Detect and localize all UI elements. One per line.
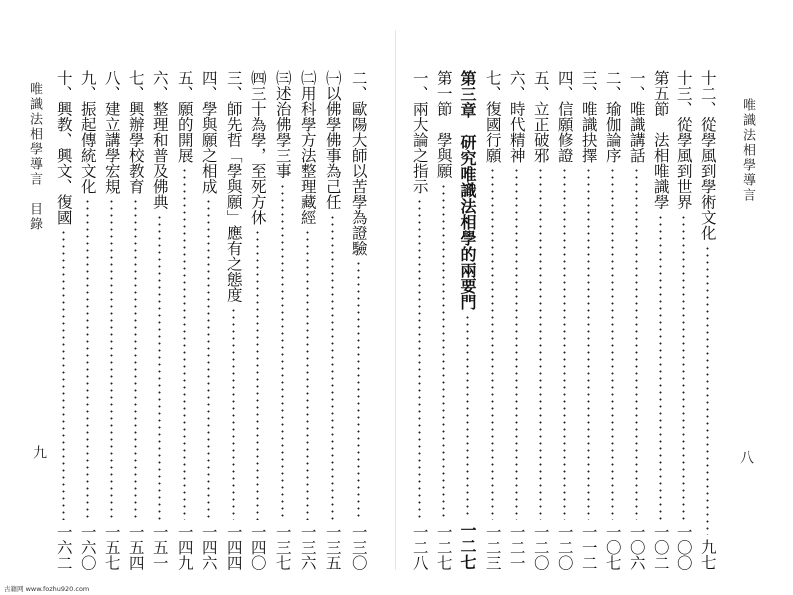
leader-dots (659, 214, 662, 520)
leader-dots (232, 307, 235, 520)
leader-dots (357, 260, 360, 520)
leader-dots (281, 183, 284, 520)
toc-entry (507, 70, 525, 570)
toc-entry-title: 二、瑜伽論序 (603, 70, 622, 163)
leader-dots (563, 167, 566, 520)
toc-entry-page: 一二一 (507, 523, 526, 570)
toc-entry-page: 一二七 (458, 522, 477, 570)
toc-entry (273, 70, 291, 570)
toc-entry-page: 一五一 (150, 523, 169, 570)
toc-entry-title: 七、復國行願 (483, 70, 502, 163)
left-page (0, 0, 396, 595)
leader-dots (110, 198, 113, 520)
toc-entry-page: 一二七 (434, 523, 453, 570)
toc-entry (150, 70, 168, 570)
right-page-number: 八 (738, 450, 754, 464)
toc-entry-page: 一一二 (579, 523, 598, 570)
leader-dots (183, 167, 186, 520)
leader-dots (256, 229, 259, 520)
toc-entry (323, 70, 341, 570)
toc-entry-page: 一六二 (54, 523, 73, 570)
toc-entry-page: 一〇〇 (674, 523, 693, 570)
toc-entry-title: 五、願的開展 (175, 70, 194, 163)
toc-entry-title: 第五節 法相唯識學 (651, 70, 670, 210)
toc-entry (349, 70, 367, 570)
toc-entry-page: 一三五 (323, 523, 342, 570)
toc-entry-page: 一〇六 (627, 523, 646, 570)
leader-dots (158, 214, 161, 520)
toc-entry-title: 十三、從學風到世界 (674, 70, 693, 210)
toc-entry-title: 四、信願修證 (555, 70, 574, 163)
left-page-header: 唯識法相學導言 目錄 (27, 82, 42, 232)
leader-dots (515, 167, 518, 520)
toc-entry (531, 70, 549, 570)
toc-entry-title: 十、興教、興文、復國 (54, 70, 73, 225)
toc-entry-title: ㈣三十為學，至死方休 (248, 70, 267, 225)
leader-dots (418, 198, 421, 520)
leader-dots (611, 167, 614, 520)
leader-dots (86, 198, 89, 520)
toc-entry-page: 一四六 (199, 523, 218, 570)
toc-entry (175, 70, 193, 570)
toc-entry-title: 三、師先哲「學與願」應有之態度 (224, 70, 243, 303)
toc-entry-page: 一二〇 (555, 523, 574, 570)
leader-dots (635, 167, 638, 520)
toc-entry (651, 70, 669, 570)
toc-entry (224, 70, 242, 570)
toc-entry-title: 八、建立講學宏規 (102, 70, 121, 194)
toc-entry-page: 一二三 (483, 523, 502, 570)
toc-entry (579, 70, 597, 570)
toc-entry-title: 六、整理和普及佛典 (150, 70, 169, 210)
toc-entry-page: 一二〇 (531, 523, 550, 570)
toc-entry (555, 70, 573, 570)
chapter-heading (458, 70, 476, 570)
toc-entry-title: 四、學與願之相成 (199, 70, 218, 194)
toc-entry-title: ㈢述治佛學三事 (273, 70, 292, 179)
toc-entry (410, 70, 428, 570)
leader-dots (466, 314, 469, 518)
toc-entry-title: 三、唯識抉擇 (579, 70, 598, 163)
leader-dots (134, 198, 137, 520)
toc-entry-title: 六、時代精神 (507, 70, 526, 163)
leader-dots (539, 167, 542, 520)
toc-entry-page: 一三七 (273, 523, 292, 570)
toc-entry-page: 一三六 (298, 523, 317, 570)
toc-entry (54, 70, 72, 570)
leader-dots (587, 167, 590, 520)
leader-dots (442, 183, 445, 520)
toc-entry-title: 一、兩大論之指示 (410, 70, 429, 194)
toc-entry (248, 70, 266, 570)
toc-entry (126, 70, 144, 570)
toc-entry-page: 九七 (698, 539, 717, 570)
toc-entry-title: 一、唯識講話 (627, 70, 646, 163)
toc-entry-page: 一四九 (175, 523, 194, 570)
toc-entry (102, 70, 120, 570)
toc-entry (78, 70, 96, 570)
toc-entry-page: 一五七 (102, 523, 121, 570)
toc-entry (603, 70, 621, 570)
toc-entry-title: 七、興辦學校教育 (126, 70, 145, 194)
leader-dots (706, 245, 709, 536)
toc-entry (483, 70, 501, 570)
leader-dots (491, 167, 494, 520)
leader-dots (306, 229, 309, 520)
toc-entry-title: ㈠以佛學佛事為己任 (323, 70, 342, 210)
toc-entry (298, 70, 316, 570)
toc-entry (627, 70, 645, 570)
toc-entry (434, 70, 452, 570)
toc-entry-page: 一六〇 (78, 523, 97, 570)
right-page (396, 0, 793, 595)
right-page-header: 唯識法相學導言 (740, 98, 755, 203)
toc-entry (674, 70, 692, 570)
toc-entry-page: 一四〇 (248, 523, 267, 570)
toc-entry-title: 二、歐陽大師以苦學為證驗 (349, 70, 368, 256)
toc-entry-page: 一二八 (410, 523, 429, 570)
toc-entry (199, 70, 217, 570)
toc-entry-title: 五、立正破邪 (531, 70, 550, 163)
toc-entry-page: 一四四 (224, 523, 243, 570)
toc-entry-title: 第三章 研究唯識法相學的兩要門 (458, 70, 477, 310)
toc-entry-title: ㈡用科學方法整理藏經 (298, 70, 317, 225)
toc-entry-title: 十二、從學風到學術文化 (698, 70, 717, 241)
leader-dots (62, 229, 65, 520)
leader-dots (331, 214, 334, 520)
toc-entry-title: 九、振起傳統文化 (78, 70, 97, 194)
toc-entry-title: 第一節 學與願 (434, 70, 453, 179)
left-page-number: 九 (31, 445, 47, 459)
toc-entry-page: 一〇二 (651, 523, 670, 570)
toc-entry-page: 一〇七 (603, 523, 622, 570)
leader-dots (207, 198, 210, 520)
toc-entry-page: 一五四 (126, 523, 145, 570)
watermark-footer: 古籍网 www.fozhu920.com (4, 585, 90, 593)
leader-dots (682, 214, 685, 520)
toc-entry (698, 70, 716, 570)
toc-entry-page: 一三〇 (349, 523, 368, 570)
